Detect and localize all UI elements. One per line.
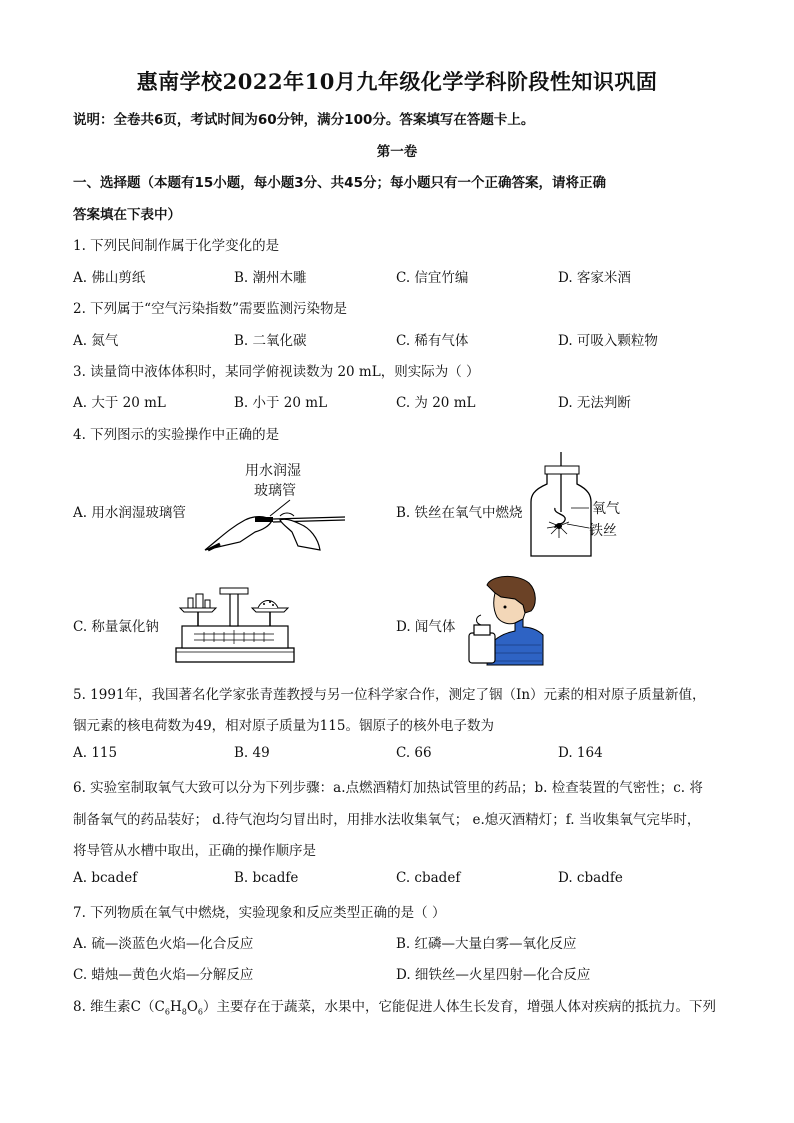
q4-option-b: B. 铁丝在氧气中燃烧 — [396, 505, 523, 521]
q4-option-d: D. 闻气体 — [396, 619, 456, 635]
q3-option-d: D. 无法判断 — [558, 395, 631, 411]
q6-option-c: C. cbadef — [396, 870, 461, 886]
q2-option-a: A. 氮气 — [73, 333, 119, 349]
q7-option-c: C. 蜡烛—黄色火焰—分解反应 — [73, 967, 254, 983]
exam-title: 惠南学校2022年10月九年级化学学科阶段性知识巩固 — [136, 69, 658, 94]
fig-a-label-1: 用水润湿 — [245, 463, 301, 479]
question-6-stem-line2: 制备氧气的药品装好； d.待气泡均匀冒出时，用排水法收集氧气； e.熄灭酒精灯；f. 当收集氧气完毕时， — [73, 812, 701, 828]
q5-option-a: A. 115 — [73, 745, 118, 761]
q3-option-c: C. 为 20 mL — [396, 395, 476, 411]
question-1-stem: 1. 下列民间制作属于化学变化的是 — [73, 238, 280, 254]
fig-a-label-2: 玻璃管 — [254, 483, 296, 499]
section-heading-line2: 答案填在下表中） — [73, 207, 181, 223]
fig-b-label-oxygen: 氧气 — [592, 501, 620, 517]
q7-option-a: A. 硫—淡蓝色火焰—化合反应 — [73, 936, 254, 952]
question-5-stem-line1: 5. 1991年，我国著名化学家张青莲教授与另一位科学家合作，测定了铟（In）元素的相对原子质量新值， — [73, 687, 706, 703]
part-heading: 第一卷 — [376, 144, 418, 160]
question-4-stem: 4. 下列图示的实验操作中正确的是 — [73, 427, 280, 443]
q1-option-d: D. 客家米酒 — [558, 270, 631, 286]
q1-option-a: A. 佛山剪纸 — [73, 270, 146, 286]
question-6-stem-line1: 6. 实验室制取氧气大致可以分为下列步骤：a.点燃酒精灯加热试管里的药品；b. 检查装置的气密性；c. 将 — [73, 780, 703, 796]
fig-b-label-iron-wire: 铁丝 — [589, 523, 617, 539]
smelling-gas-illustration — [465, 575, 543, 665]
q2-option-c: C. 稀有气体 — [396, 333, 469, 349]
question-5-stem-line2: 铟元素的核电荷数为49，相对原子质量为115。铟原子的核外电子数为 — [73, 718, 494, 734]
q4-option-c: C. 称量氯化钠 — [73, 619, 159, 635]
q4-option-a: A. 用水润湿玻璃管 — [73, 505, 186, 521]
wetting-glass-tube-illustration — [200, 498, 350, 553]
q5-option-b: B. 49 — [234, 745, 270, 761]
question-8-stem: 8. 维生素$C(C_6H_8O_6)$主要存在于蔬菜，水果中，它能促进人体生长发育，增强人体对疾病的抵抗力。下列 — [73, 999, 716, 1017]
q7-option-b: B. 红磷—大量白雾—氧化反应 — [396, 936, 577, 952]
exam-instructions: 说明：全卷共6页，考试时间为60分钟，满分100分。答案填写在答题卡上。 — [73, 112, 535, 128]
question-6-stem-line3: 将导管从水槽中取出，正确的操作顺序是 — [73, 843, 316, 859]
q3-option-a: A. 大于 20 mL — [73, 395, 166, 411]
q1-option-b: B. 潮州木雕 — [234, 270, 307, 286]
q6-option-d: D. cbadfe — [558, 870, 623, 886]
balance-weighing-illustration — [174, 586, 296, 664]
q5-option-d: D. 164 — [558, 745, 603, 761]
question-2-stem: 2. 下列属于“空气污染指数”需要监测污染物是 — [73, 301, 347, 317]
question-7-stem: 7. 下列物质在氧气中燃烧，实验现象和反应类型正确的是（ ） — [73, 905, 446, 921]
q6-option-b: B. bcadfe — [234, 870, 299, 886]
q1-option-c: C. 信宜竹编 — [396, 270, 469, 286]
q2-option-d: D. 可吸入颗粒物 — [558, 333, 658, 349]
q6-option-a: A. bcadef — [73, 870, 138, 886]
question-3-stem: 3. 读量筒中液体体积时，某同学俯视读数为 20 mL，则实际为（ ） — [73, 364, 480, 380]
q2-option-b: B. 二氧化碳 — [234, 333, 307, 349]
q7-option-d: D. 细铁丝—火星四射—化合反应 — [396, 967, 591, 983]
section-heading-line1: 一、选择题（本题有15小题，每小题3分、共45分；每小题只有一个正确答案，请将正确 — [73, 175, 606, 191]
q3-option-b: B. 小于 20 mL — [234, 395, 328, 411]
q5-option-c: C. 66 — [396, 745, 432, 761]
